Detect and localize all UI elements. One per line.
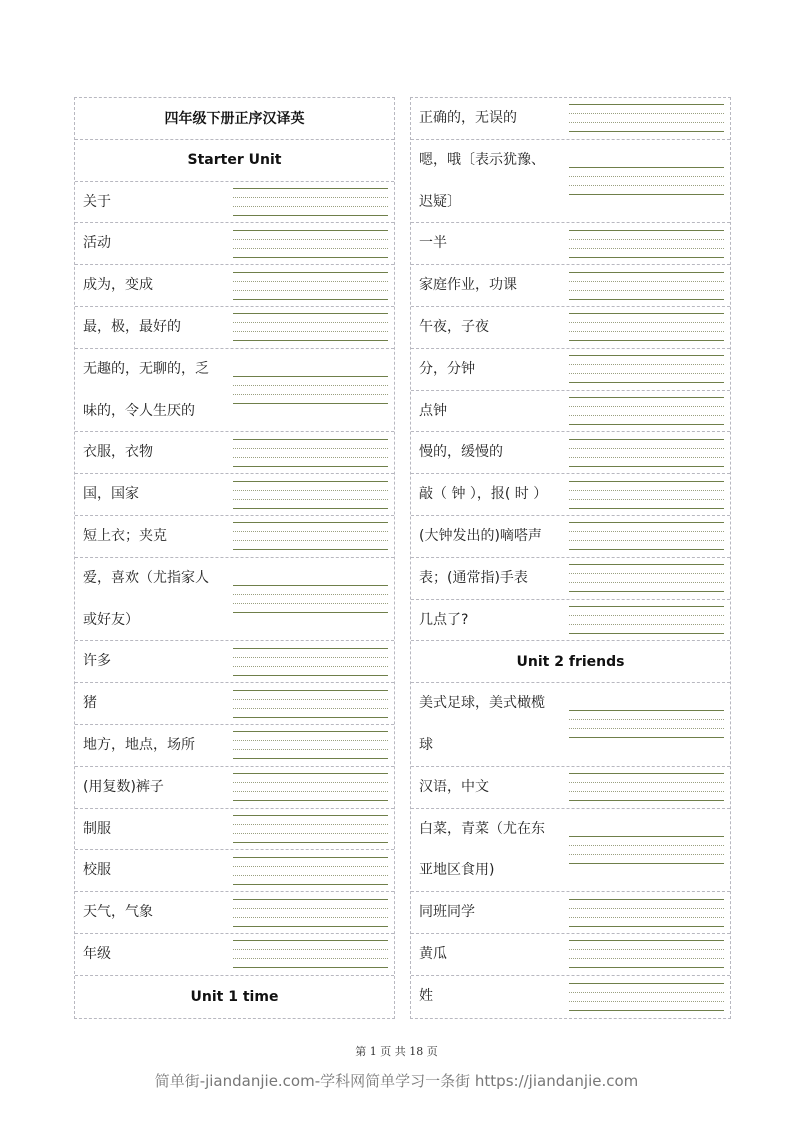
chinese-term: 正确的，无误的 bbox=[419, 110, 517, 126]
guide-line bbox=[233, 522, 388, 523]
vocab-row bbox=[411, 98, 730, 140]
chinese-term: 迟疑〕 bbox=[419, 193, 461, 210]
guide-line bbox=[569, 397, 724, 398]
guide-line bbox=[569, 917, 724, 918]
writing-lines[interactable] bbox=[233, 439, 388, 467]
writing-lines[interactable] bbox=[569, 836, 724, 864]
guide-line bbox=[569, 908, 724, 909]
guide-line bbox=[233, 842, 388, 843]
writing-lines[interactable] bbox=[569, 104, 724, 132]
guide-line bbox=[233, 899, 388, 900]
guide-line bbox=[569, 248, 724, 249]
guide-line bbox=[569, 466, 724, 467]
guide-line bbox=[569, 633, 724, 634]
vocab-row bbox=[411, 934, 730, 976]
chinese-term: 家庭作业，功课 bbox=[419, 277, 517, 294]
guide-line bbox=[233, 230, 388, 231]
vocab-row bbox=[411, 683, 730, 767]
guide-line bbox=[569, 958, 724, 959]
vocab-row bbox=[411, 892, 730, 934]
vocab-row bbox=[75, 683, 394, 725]
guide-line bbox=[569, 949, 724, 950]
writing-lines[interactable] bbox=[569, 710, 724, 738]
guide-line bbox=[569, 439, 724, 440]
vocab-row bbox=[411, 600, 730, 642]
guide-line bbox=[233, 657, 388, 658]
guide-line bbox=[569, 591, 724, 592]
writing-lines[interactable] bbox=[233, 522, 388, 550]
guide-line bbox=[569, 194, 724, 195]
chinese-term: 同班同学 bbox=[419, 904, 475, 921]
guide-line bbox=[569, 992, 724, 993]
guide-line bbox=[233, 699, 388, 700]
guide-line bbox=[233, 257, 388, 258]
guide-line bbox=[233, 833, 388, 834]
guide-line bbox=[233, 773, 388, 774]
guide-line bbox=[569, 773, 724, 774]
writing-lines[interactable] bbox=[233, 940, 388, 968]
guide-line bbox=[233, 376, 388, 377]
guide-line bbox=[569, 176, 724, 177]
vocab-row bbox=[75, 809, 394, 851]
vocab-row bbox=[75, 307, 394, 349]
chinese-term: 关于 bbox=[83, 193, 111, 210]
unit-heading: Unit 2 friends bbox=[411, 641, 730, 683]
chinese-term: 表；(通常指)手表 bbox=[419, 569, 528, 586]
chinese-term: 猪 bbox=[83, 695, 97, 712]
writing-lines[interactable] bbox=[233, 690, 388, 718]
guide-line bbox=[233, 281, 388, 282]
guide-line bbox=[569, 230, 724, 231]
guide-line bbox=[569, 710, 724, 711]
chinese-term: 汉语，中文 bbox=[419, 778, 489, 795]
guide-line bbox=[233, 875, 388, 876]
chinese-term: 制服 bbox=[83, 820, 111, 837]
writing-lines[interactable] bbox=[233, 857, 388, 885]
guide-line bbox=[233, 290, 388, 291]
guide-line bbox=[569, 104, 724, 105]
vocab-row bbox=[411, 809, 730, 893]
guide-line bbox=[569, 564, 724, 565]
vocab-row bbox=[411, 474, 730, 516]
vocab-row bbox=[411, 391, 730, 433]
guide-line bbox=[569, 791, 724, 792]
guide-line bbox=[233, 791, 388, 792]
guide-line bbox=[233, 299, 388, 300]
guide-line bbox=[569, 782, 724, 783]
guide-line bbox=[233, 603, 388, 604]
writing-lines[interactable] bbox=[569, 606, 724, 634]
vocab-row bbox=[75, 516, 394, 558]
guide-line bbox=[569, 899, 724, 900]
guide-line bbox=[569, 131, 724, 132]
vocab-row bbox=[75, 934, 394, 976]
guide-line bbox=[233, 340, 388, 341]
vocab-row bbox=[411, 307, 730, 349]
guide-line bbox=[569, 331, 724, 332]
guide-line bbox=[233, 958, 388, 959]
guide-line bbox=[233, 481, 388, 482]
writing-lines[interactable] bbox=[233, 481, 388, 509]
chinese-term: 黄瓜 bbox=[419, 945, 447, 962]
chinese-term: 或好友） bbox=[83, 611, 139, 628]
guide-line bbox=[569, 272, 724, 273]
guide-line bbox=[569, 239, 724, 240]
guide-line bbox=[569, 122, 724, 123]
writing-lines[interactable] bbox=[569, 564, 724, 592]
guide-line bbox=[233, 648, 388, 649]
writing-lines[interactable] bbox=[569, 983, 724, 1011]
chinese-term: 点钟 bbox=[419, 402, 447, 419]
writing-lines[interactable] bbox=[233, 815, 388, 843]
guide-line bbox=[233, 215, 388, 216]
vocab-row bbox=[75, 349, 394, 433]
guide-line bbox=[569, 549, 724, 550]
vocab-row bbox=[75, 432, 394, 474]
guide-line bbox=[569, 836, 724, 837]
guide-line bbox=[569, 415, 724, 416]
guide-line bbox=[233, 239, 388, 240]
vocab-row bbox=[75, 850, 394, 892]
guide-line bbox=[569, 983, 724, 984]
guide-line bbox=[569, 624, 724, 625]
writing-lines[interactable] bbox=[569, 522, 724, 550]
guide-line bbox=[569, 406, 724, 407]
guide-line bbox=[569, 457, 724, 458]
guide-line bbox=[569, 863, 724, 864]
guide-line bbox=[233, 708, 388, 709]
chinese-term: 无趣的，无聊的，乏 bbox=[83, 360, 209, 377]
vocab-row bbox=[75, 265, 394, 307]
guide-line bbox=[569, 728, 724, 729]
writing-lines[interactable] bbox=[569, 899, 724, 927]
guide-line bbox=[233, 824, 388, 825]
guide-line bbox=[233, 248, 388, 249]
guide-line bbox=[569, 113, 724, 114]
guide-line bbox=[233, 385, 388, 386]
unit-heading: 四年级下册正序汉译英 bbox=[75, 98, 394, 140]
writing-lines[interactable] bbox=[233, 585, 388, 613]
guide-line bbox=[233, 594, 388, 595]
vocab-row bbox=[75, 767, 394, 809]
guide-line bbox=[569, 508, 724, 509]
guide-line bbox=[233, 439, 388, 440]
guide-line bbox=[569, 540, 724, 541]
guide-line bbox=[233, 967, 388, 968]
chinese-term: 午夜，子夜 bbox=[419, 318, 489, 335]
guide-line bbox=[233, 322, 388, 323]
guide-line bbox=[569, 382, 724, 383]
chinese-term: 味的，令人生厌的 bbox=[83, 402, 195, 419]
guide-line bbox=[569, 281, 724, 282]
guide-line bbox=[569, 448, 724, 449]
guide-line bbox=[233, 908, 388, 909]
writing-lines[interactable] bbox=[233, 313, 388, 341]
chinese-term: 地方，地点，场所 bbox=[83, 736, 195, 753]
guide-line bbox=[233, 499, 388, 500]
guide-line bbox=[233, 949, 388, 950]
guide-line bbox=[233, 940, 388, 941]
guide-line bbox=[569, 582, 724, 583]
guide-line bbox=[233, 917, 388, 918]
chinese-term: 亚地区食用) bbox=[419, 862, 495, 879]
guide-line bbox=[233, 690, 388, 691]
vocab-row bbox=[75, 223, 394, 265]
guide-line bbox=[569, 719, 724, 720]
guide-line bbox=[233, 188, 388, 189]
guide-line bbox=[233, 508, 388, 509]
writing-lines[interactable] bbox=[233, 272, 388, 300]
guide-line bbox=[233, 740, 388, 741]
guide-line bbox=[233, 540, 388, 541]
guide-line bbox=[233, 490, 388, 491]
guide-line bbox=[569, 481, 724, 482]
guide-line bbox=[569, 355, 724, 356]
guide-line bbox=[233, 926, 388, 927]
site-watermark: 简单街-jiandanjie.com-学科网简单学习一条街 https://jiandanjie.com bbox=[154, 1072, 639, 1090]
guide-line bbox=[569, 499, 724, 500]
writing-lines[interactable] bbox=[233, 731, 388, 759]
guide-line bbox=[569, 800, 724, 801]
guide-line bbox=[569, 257, 724, 258]
guide-line bbox=[569, 373, 724, 374]
chinese-term: 球 bbox=[419, 736, 433, 753]
vocab-row bbox=[75, 474, 394, 516]
vocab-row bbox=[75, 892, 394, 934]
writing-lines[interactable] bbox=[569, 773, 724, 801]
guide-line bbox=[569, 340, 724, 341]
vocab-row bbox=[411, 432, 730, 474]
vocab-row bbox=[411, 516, 730, 558]
guide-line bbox=[233, 457, 388, 458]
writing-lines[interactable] bbox=[569, 397, 724, 425]
guide-line bbox=[233, 866, 388, 867]
writing-lines[interactable] bbox=[569, 940, 724, 968]
chinese-term: 年级 bbox=[83, 945, 111, 962]
guide-line bbox=[569, 1010, 724, 1011]
chinese-term: 嗯，哦〔表示犹豫、 bbox=[419, 151, 545, 168]
guide-line bbox=[569, 322, 724, 323]
vocab-table-left bbox=[74, 97, 395, 1019]
guide-line bbox=[569, 940, 724, 941]
guide-line bbox=[233, 731, 388, 732]
guide-line bbox=[233, 394, 388, 395]
writing-lines[interactable] bbox=[569, 167, 724, 195]
guide-line bbox=[569, 313, 724, 314]
guide-line bbox=[233, 815, 388, 816]
guide-line bbox=[569, 522, 724, 523]
chinese-term: 姓 bbox=[419, 987, 433, 1004]
chinese-term: 分，分钟 bbox=[419, 360, 475, 377]
vocab-row bbox=[411, 140, 730, 224]
writing-lines[interactable] bbox=[569, 230, 724, 258]
chinese-term: (用复数)裤子 bbox=[83, 778, 164, 795]
chinese-term: 爱，喜欢（尤指家人 bbox=[83, 569, 209, 586]
writing-lines[interactable] bbox=[569, 481, 724, 509]
unit-heading: Unit 1 time bbox=[190, 988, 279, 1005]
guide-line bbox=[233, 466, 388, 467]
guide-line bbox=[569, 573, 724, 574]
guide-line bbox=[233, 782, 388, 783]
guide-line bbox=[233, 272, 388, 273]
vocab-row bbox=[411, 265, 730, 307]
chinese-term: 活动 bbox=[83, 235, 111, 252]
guide-line bbox=[569, 299, 724, 300]
guide-line bbox=[569, 737, 724, 738]
guide-line bbox=[233, 666, 388, 667]
guide-line bbox=[569, 531, 724, 532]
chinese-term: 国，国家 bbox=[83, 486, 139, 503]
writing-lines[interactable] bbox=[233, 376, 388, 404]
guide-line bbox=[233, 206, 388, 207]
chinese-term: 敲（ 钟 ），报( 时 ） bbox=[419, 486, 548, 503]
page-number: 第 1 页 共 18 页 bbox=[355, 1045, 438, 1058]
writing-lines[interactable] bbox=[233, 230, 388, 258]
guide-line bbox=[569, 967, 724, 968]
vocab-row bbox=[411, 558, 730, 600]
guide-line bbox=[569, 167, 724, 168]
guide-line bbox=[233, 717, 388, 718]
guide-line bbox=[569, 490, 724, 491]
chinese-term: 衣服，衣物 bbox=[83, 444, 153, 461]
chinese-term: 白菜，青菜（尤在东 bbox=[419, 820, 545, 837]
chinese-term: 一半 bbox=[419, 235, 447, 252]
guide-line bbox=[569, 185, 724, 186]
guide-line bbox=[233, 313, 388, 314]
guide-line bbox=[233, 403, 388, 404]
vocab-table-right bbox=[410, 97, 731, 1019]
guide-line bbox=[233, 800, 388, 801]
writing-lines[interactable] bbox=[569, 439, 724, 467]
vocab-row bbox=[75, 725, 394, 767]
unit-heading: Starter Unit bbox=[75, 140, 394, 182]
chinese-term: 最，极，最好的 bbox=[83, 318, 181, 335]
vocab-row bbox=[75, 641, 394, 683]
writing-lines[interactable] bbox=[233, 188, 388, 216]
guide-line bbox=[233, 758, 388, 759]
guide-line bbox=[569, 606, 724, 607]
chinese-term: 成为，变成 bbox=[83, 277, 153, 294]
vocab-row bbox=[411, 976, 730, 1018]
guide-line bbox=[569, 364, 724, 365]
guide-line bbox=[569, 290, 724, 291]
guide-line bbox=[233, 531, 388, 532]
guide-line bbox=[569, 854, 724, 855]
guide-line bbox=[233, 857, 388, 858]
guide-line bbox=[233, 675, 388, 676]
guide-line bbox=[569, 845, 724, 846]
chinese-term: 许多 bbox=[83, 653, 111, 670]
guide-line bbox=[233, 448, 388, 449]
chinese-term: 美式足球，美式橄榄 bbox=[419, 695, 545, 712]
writing-lines[interactable] bbox=[569, 355, 724, 383]
vocab-row bbox=[75, 558, 394, 642]
writing-lines[interactable] bbox=[233, 899, 388, 927]
guide-line bbox=[233, 749, 388, 750]
guide-line bbox=[233, 331, 388, 332]
guide-line bbox=[233, 585, 388, 586]
chinese-term: 慢的，缓慢的 bbox=[419, 444, 503, 461]
writing-lines[interactable] bbox=[569, 272, 724, 300]
guide-line bbox=[233, 197, 388, 198]
vocab-row bbox=[75, 182, 394, 224]
guide-line bbox=[233, 612, 388, 613]
guide-line bbox=[569, 926, 724, 927]
chinese-term: (大钟发出的)嘀嗒声 bbox=[419, 527, 542, 544]
vocab-row bbox=[411, 767, 730, 809]
writing-lines[interactable] bbox=[233, 773, 388, 801]
chinese-term: 几点了? bbox=[419, 611, 469, 628]
writing-lines[interactable] bbox=[569, 313, 724, 341]
guide-line bbox=[233, 884, 388, 885]
chinese-term: 校服 bbox=[83, 862, 111, 879]
guide-line bbox=[569, 615, 724, 616]
vocab-row bbox=[411, 349, 730, 391]
chinese-term: 短上衣；夹克 bbox=[83, 527, 167, 544]
writing-lines[interactable] bbox=[233, 648, 388, 676]
guide-line bbox=[569, 1001, 724, 1002]
guide-line bbox=[569, 424, 724, 425]
vocab-row bbox=[411, 223, 730, 265]
chinese-term: 天气，气象 bbox=[83, 904, 153, 921]
guide-line bbox=[233, 549, 388, 550]
